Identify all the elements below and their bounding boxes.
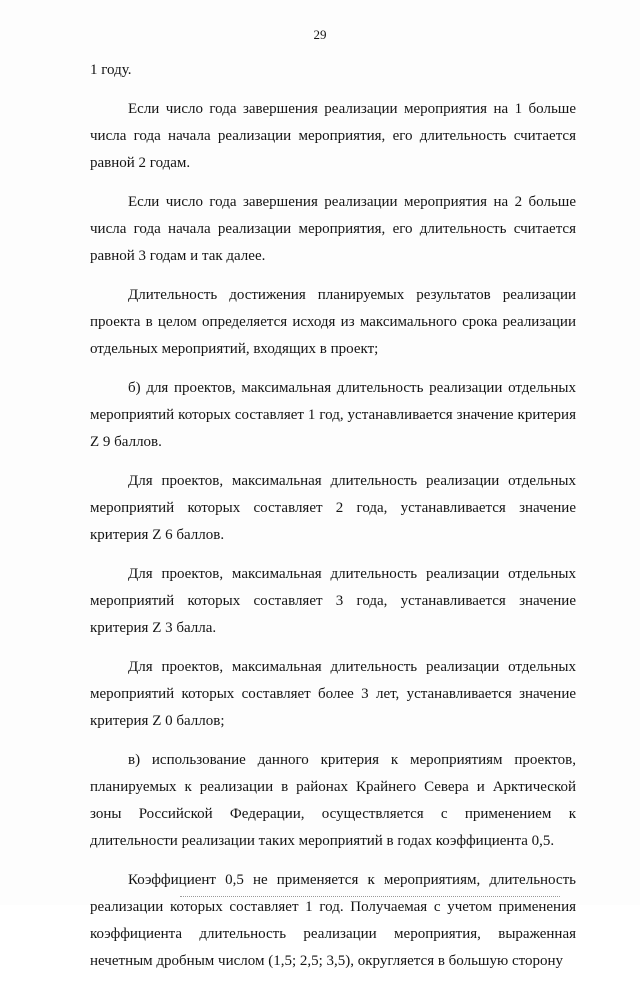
document-body: [90, 57, 576, 987]
paragraph-duration-3-years: Если число года завершения реализации мероприятия на 2 больше числа года начала реализации мероприятия, его длительность считается равной 3 годам и так далее.: [90, 194, 576, 264]
paragraph-coefficient: Коэффициент 0,5 не применяется к мероприятиям, длительность реализации которых составляет 1 год. Получаемая с учетом применения коэффициента длительность реализации мероприятия, выраженная нечетным дробным числом (1,5; 2,5; 3,5), округляется в большую сторону: [90, 872, 576, 969]
paragraph-z3: Для проектов, максимальная длительность реализации отдельных мероприятий которых составляет 3 года, устанавливается значение критерия Z 3 балла.: [90, 566, 576, 636]
paragraph-project-duration: Длительность достижения планируемых результатов реализации проекта в целом определяется исходя из максимального срока реализации отдельных мероприятий, входящих в проект;: [90, 287, 576, 357]
paragraph-continuation: 1 году.: [90, 62, 132, 78]
paragraph-duration-2-years: Если число года завершения реализации мероприятия на 1 больше числа года начала реализации мероприятия, его длительность считается равной 2 годам.: [90, 101, 576, 171]
paragraph-z6: Для проектов, максимальная длительность реализации отдельных мероприятий которых составляет 2 года, устанавливается значение критерия Z 6 баллов.: [90, 473, 576, 543]
page-number: 29: [313, 27, 327, 42]
scan-edge-line: [180, 896, 560, 897]
paragraph-item-v: в) использование данного критерия к мероприятиям проектов, планируемых к реализации в районах Крайнего Севера и Арктической зоны Российской Федерации, осуществляется с применением к длительности реализации таких мероприятий в годах коэффициента 0,5.: [90, 752, 576, 849]
paragraph-item-b: б) для проектов, максимальная длительность реализации отдельных мероприятий которых составляет 1 год, устанавливается значение критерия Z 9 баллов.: [90, 380, 576, 450]
paragraph-z0: Для проектов, максимальная длительность реализации отдельных мероприятий которых составляет более 3 лет, устанавливается значение критерия Z 0 баллов;: [90, 659, 576, 729]
